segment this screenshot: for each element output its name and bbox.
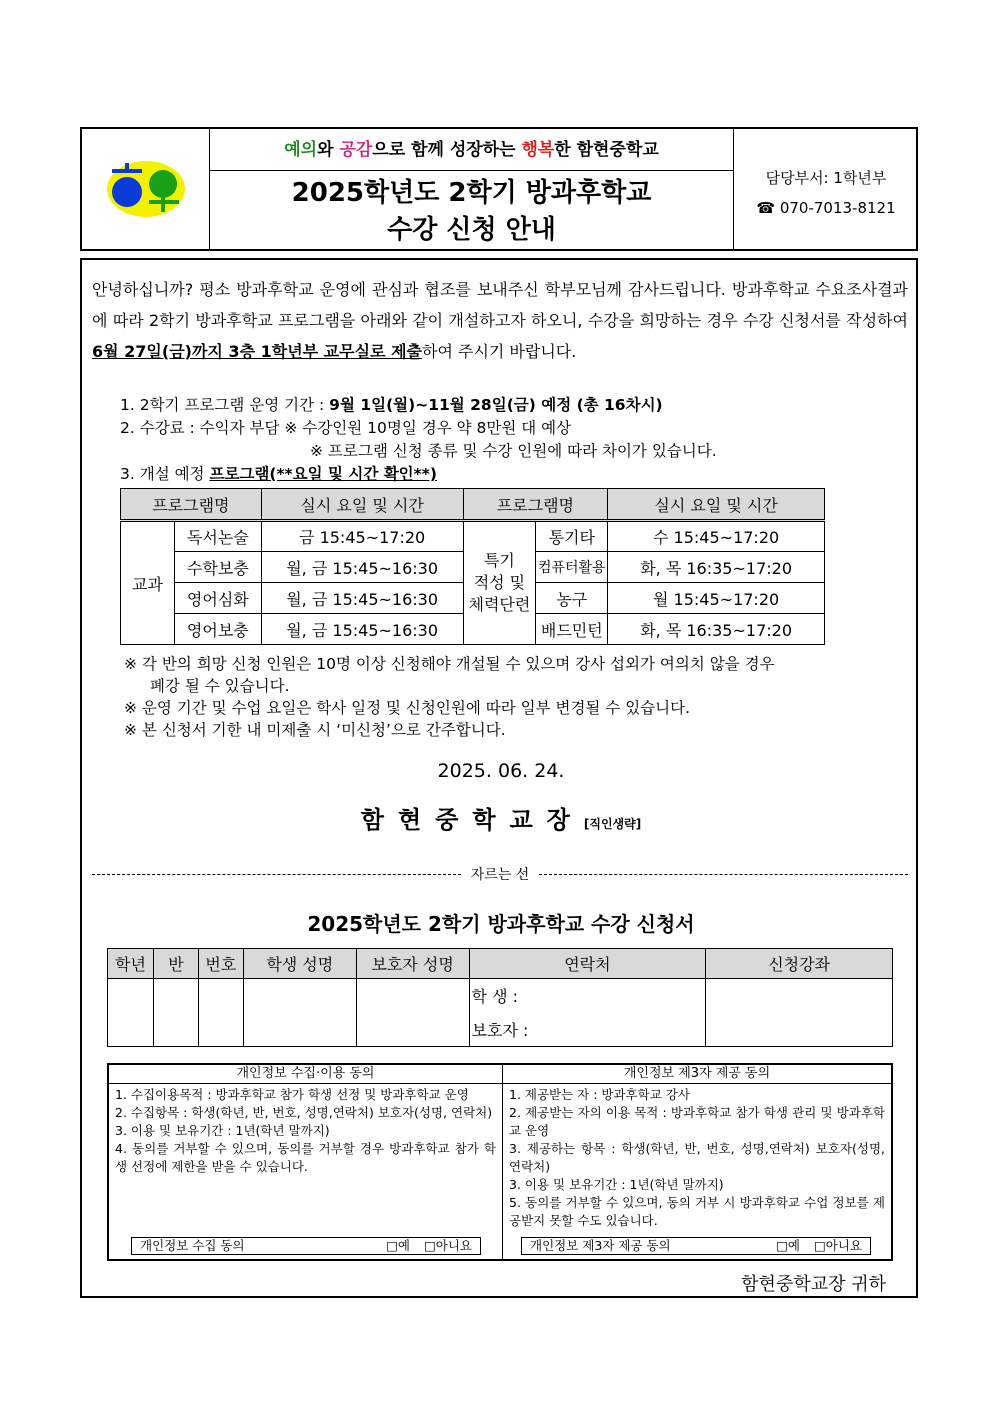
course-field[interactable] — [706, 979, 893, 1047]
consent-line: 3. 이용 및 보유기간 : 1년(학년 말까지) — [115, 1123, 330, 1138]
grade-field[interactable] — [108, 979, 154, 1047]
program-time: 월, 금 15:45~16:30 — [261, 552, 463, 583]
note-2: ※ 운영 기간 및 수업 요일은 학사 일정 및 신청인원에 따라 일부 변경될 수 있습니다. — [124, 699, 691, 717]
school-logo-icon — [106, 160, 186, 218]
class-field[interactable] — [153, 979, 198, 1047]
logo-right-circle — [149, 170, 177, 198]
item-programs — [120, 463, 900, 486]
guardian-contact-field[interactable]: 보호자 : — [469, 1013, 706, 1047]
th-time-left: 실시 요일 및 시간 — [261, 489, 463, 521]
program-name: 농구 — [536, 583, 608, 614]
consent-collection-title: 개인정보 수집·이용 동의 — [109, 1065, 502, 1084]
consent-third-party-body — [503, 1084, 891, 1232]
title-line-1: 2025학년도 2학기 방과후학교 — [291, 178, 652, 208]
third-party-yes-checkbox[interactable]: □예 — [776, 1238, 800, 1253]
program-time: 화, 목 16:35~17:20 — [608, 614, 825, 645]
program-name: 배드민턴 — [536, 614, 608, 645]
phone-row — [734, 193, 918, 223]
notes — [124, 653, 884, 741]
program-time: 월, 금 15:45~16:30 — [261, 614, 463, 645]
consent-third-party-title: 개인정보 제3자 제공 동의 — [503, 1065, 891, 1084]
collection-agree-row — [131, 1237, 481, 1255]
logo-cell — [82, 129, 210, 249]
main-box — [80, 258, 918, 1298]
slogan-part: 으로 함께 성장하는 — [372, 140, 522, 160]
header-box — [80, 127, 918, 251]
item-fee-note: ※ 프로그램 신청 종류 및 수강 인원에 따라 차이가 있습니다. — [310, 442, 717, 460]
principal-signature — [82, 800, 920, 835]
th-program-left: 프로그램명 — [121, 489, 262, 521]
issue-date: 2025. 06. 24. — [437, 760, 565, 782]
collection-no-checkbox[interactable]: □아니요 — [423, 1238, 472, 1253]
slogan-part: 한 함현중학교 — [554, 140, 659, 160]
slogan-part: 공감 — [339, 140, 373, 160]
th-class: 반 — [153, 949, 198, 979]
guardian-name-field[interactable] — [356, 979, 469, 1047]
group-special: 특기 적성 및 체력단련 — [463, 521, 536, 645]
consent-line: 1. 수집이용목적 : 방과후학교 참가 학생 선정 및 방과후학교 운영 — [115, 1087, 469, 1102]
student-contact-field[interactable]: 학 생 : — [469, 979, 706, 1013]
item1-value: 9월 1일(월)~11월 28일(금) 예정 (총 16차시) — [329, 396, 663, 414]
info-items — [120, 394, 900, 486]
item3-value: 프로그램(**요일 및 시간 확인**) — [209, 465, 437, 483]
school-slogan — [210, 129, 733, 171]
note-1: ※ 각 반의 희망 신청 인원은 10명 이상 신청해야 개설될 수 있으며 강사 섭외가 여의치 않을 경우 — [124, 655, 775, 673]
consent-line: 5. 동의를 거부할 수 있으며, 동의 거부 시 방과후학교 수업 정보를 제공받지 못할 수도 있습니다. — [509, 1195, 885, 1228]
consent-line: 4. 동의를 거부할 수 있으며, 동의를 거부할 경우 방과후학교 참가 학생 선정에 제한을 받을 수 있습니다. — [115, 1141, 496, 1174]
th-grade: 학년 — [108, 949, 154, 979]
form-title: 2025학년도 2학기 방과후학교 수강 신청서 — [307, 912, 695, 936]
program-table — [120, 488, 825, 645]
group-subject: 교과 — [121, 521, 175, 645]
page-title — [210, 171, 733, 249]
program-name: 독서논술 — [174, 521, 261, 552]
cut-line — [92, 864, 908, 884]
application-table — [107, 948, 893, 1047]
th-number: 번호 — [198, 949, 243, 979]
student-name-field[interactable] — [243, 979, 356, 1047]
cut-dash-right — [539, 874, 908, 875]
phone-number: 070-7013-8121 — [779, 199, 896, 217]
intro-text-2: 하여 주시기 바랍니다. — [421, 342, 577, 361]
slogan-part: 와 — [317, 140, 340, 160]
consent-line: 3. 제공하는 항목 : 학생(학년, 반, 번호, 성명,연락처) 보호자(성명, 연락처) — [509, 1141, 885, 1174]
note-3: ※ 본 신청서 기한 내 미제출 시 ‘미신청’으로 간주합니다. — [124, 721, 506, 739]
consent-line: 3. 이용 및 보유기간 : 1년(학년 말까지) — [509, 1177, 724, 1192]
th-course: 신청강좌 — [706, 949, 893, 979]
program-table-header — [121, 489, 825, 521]
header-contact — [734, 129, 918, 249]
title-line-2: 수강 신청 안내 — [387, 215, 556, 245]
consent-collection-body — [109, 1084, 502, 1178]
logo-left-stem — [125, 163, 129, 171]
consent-box — [107, 1063, 893, 1261]
consent-line: 2. 수집항목 : 학생(학년, 반, 번호, 성명,연락처) 보호자(성명, 연락처) — [115, 1105, 493, 1120]
application-header — [108, 949, 893, 979]
application-row — [108, 979, 893, 1013]
program-time: 화, 목 16:35~17:20 — [608, 552, 825, 583]
phone-icon: ☎ — [756, 199, 776, 217]
department: 담당부서: 1학년부 — [765, 169, 887, 187]
slogan-part: 행복 — [521, 140, 555, 160]
header-center — [210, 129, 734, 249]
third-party-agree-label: 개인정보 제3자 제공 동의 — [530, 1238, 671, 1253]
cut-dash-left — [92, 874, 461, 875]
logo-right-stem — [161, 198, 165, 212]
number-field[interactable] — [198, 979, 243, 1047]
logo-left-circle — [112, 177, 142, 207]
intro-paragraph — [92, 274, 908, 367]
program-name: 영어심화 — [174, 583, 261, 614]
item-period — [120, 394, 900, 417]
cut-label: 자르는 선 — [470, 867, 530, 883]
program-name: 수학보충 — [174, 552, 261, 583]
consent-line: 2. 제공받는 자의 이용 목적 : 방과후학교 참가 학생 관리 및 방과후학교 운영 — [509, 1105, 885, 1138]
consent-third-party — [503, 1065, 891, 1259]
program-name: 영어보충 — [174, 614, 261, 645]
item-fee: 2. 수강료 : 수익자 부담 ※ 수강인원 10명일 경우 약 8만원 대 예상 — [120, 419, 572, 437]
th-program-right: 프로그램명 — [463, 489, 608, 521]
th-time-right: 실시 요일 및 시간 — [608, 489, 825, 521]
intro-deadline: 6월 27일(금)까지 3층 1학년부 교무실로 제출 — [92, 342, 422, 361]
intro-text-1: 안녕하십니까? 평소 방과후학교 운영에 관심과 협조를 보내주신 학부모님께 감사드립니다. 방과후학교 수요조사결과에 따라 2학기 방과후학교 프로그램을 아래와 같이 개설하고자 하오니, 수강을 희망하는 경우 수강 신청서를 작성하여 — [92, 280, 908, 330]
third-party-no-checkbox[interactable]: □아니요 — [813, 1238, 862, 1253]
seal-note: [직인생략] — [583, 817, 642, 831]
third-party-agree-row — [521, 1237, 871, 1255]
principal-name: 함현중학교장 — [360, 806, 584, 834]
footer-addressee: 함현중학교장 귀하 — [741, 1274, 886, 1295]
item1-label: 1. 2학기 프로그램 운영 기간 : — [120, 396, 330, 414]
collection-agree-label: 개인정보 수집 동의 — [140, 1238, 245, 1253]
program-name: 통기타 — [536, 521, 608, 552]
program-time: 금 15:45~17:20 — [261, 521, 463, 552]
th-student-name: 학생 성명 — [243, 949, 356, 979]
consent-line: 1. 제공받는 자 : 방과후학교 강사 — [509, 1087, 690, 1102]
note-1-cont: 폐강 될 수 있습니다. — [150, 677, 290, 695]
slogan-part: 예의 — [284, 140, 318, 160]
consent-collection — [109, 1065, 503, 1259]
program-time: 월, 금 15:45~16:30 — [261, 583, 463, 614]
program-name: 컴퓨터활용 — [536, 552, 608, 583]
program-time: 수 15:45~17:20 — [608, 521, 825, 552]
th-contact: 연락처 — [469, 949, 706, 979]
item3-label: 3. 개설 예정 — [120, 465, 210, 483]
program-time: 월 15:45~17:20 — [608, 583, 825, 614]
table-row — [121, 521, 825, 552]
collection-yes-checkbox[interactable]: □예 — [386, 1238, 410, 1253]
th-guardian-name: 보호자 성명 — [356, 949, 469, 979]
